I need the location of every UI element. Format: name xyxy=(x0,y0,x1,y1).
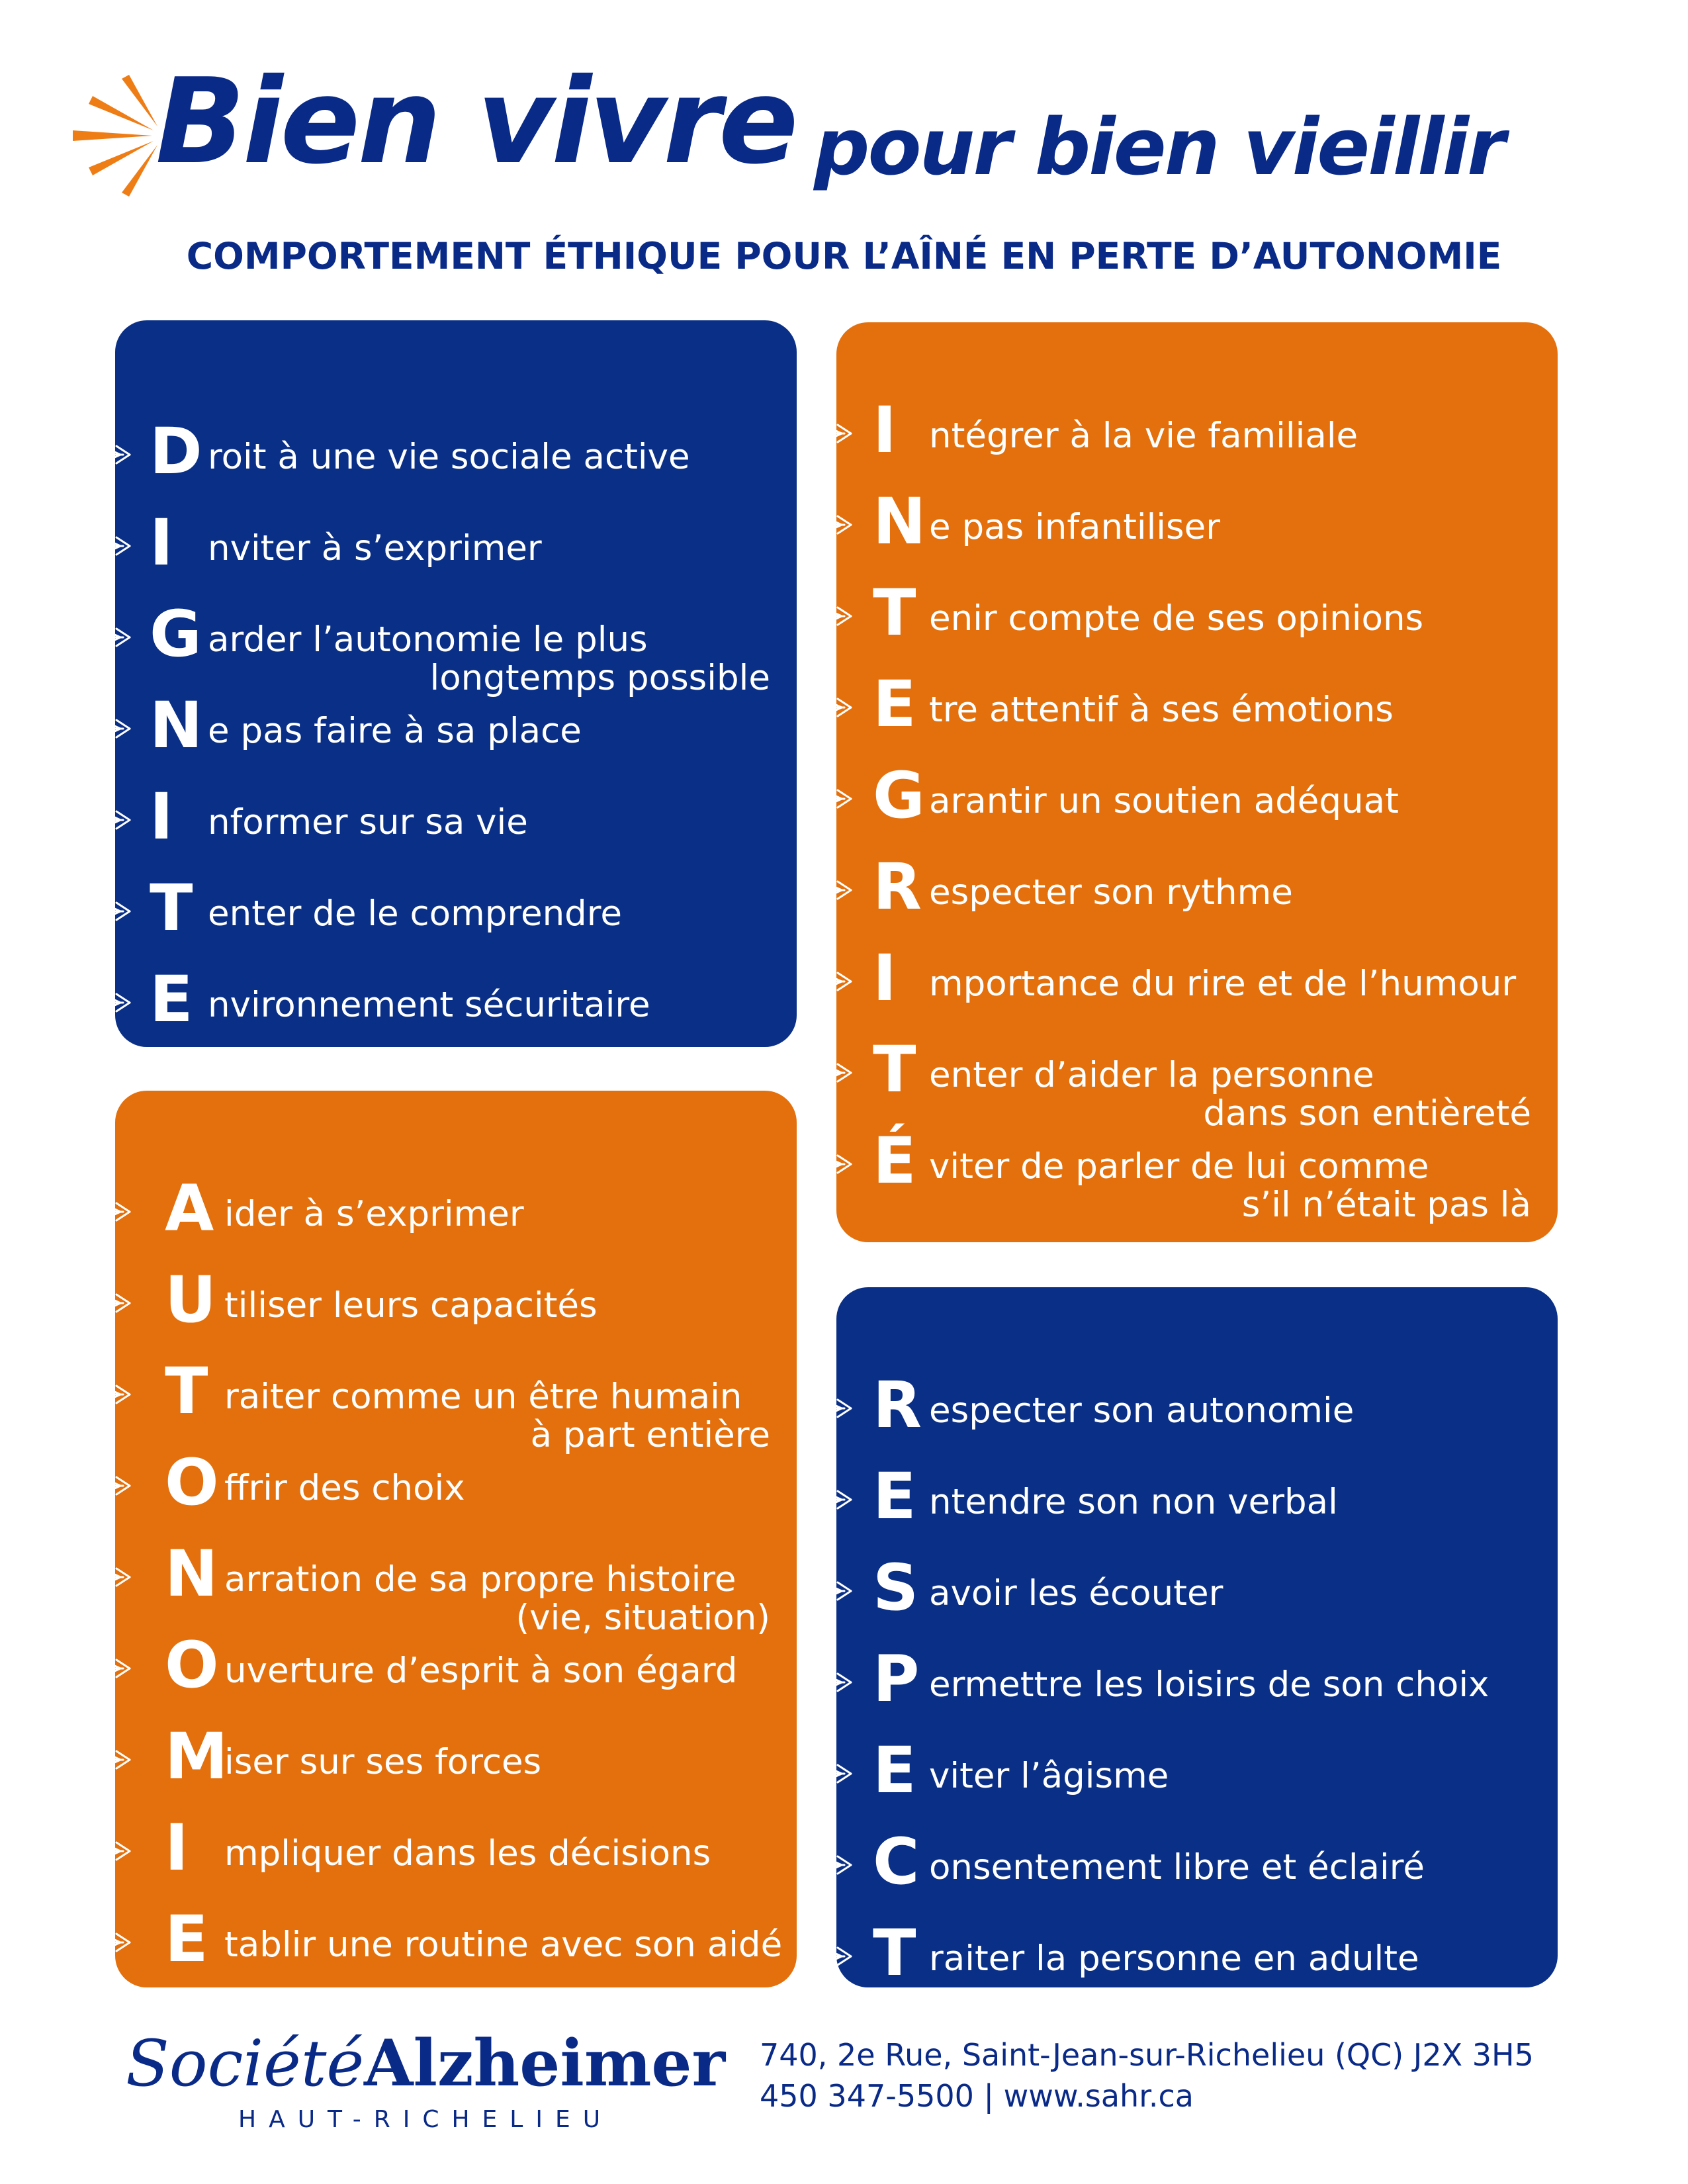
chevron-right-icon xyxy=(824,969,855,994)
respect-initial-letter: P xyxy=(873,1642,920,1716)
autonomie-initial-letter: U xyxy=(165,1263,216,1337)
integrite-initial-letter: R xyxy=(873,850,922,924)
integrite-entry-text: enter d’aider la personne xyxy=(929,1055,1374,1095)
chevron-right-icon xyxy=(824,1396,855,1421)
chevron-right-icon xyxy=(824,512,855,537)
integrite-initial-letter: T xyxy=(873,576,916,650)
autonomie-initial-letter: A xyxy=(165,1171,214,1246)
logo-societe: Société xyxy=(126,2026,365,2101)
chevron-right-icon xyxy=(103,1565,134,1590)
respect-entry-text: avoir les écouter xyxy=(929,1573,1223,1614)
integrite-entry-text: tre attentif à ses émotions xyxy=(929,690,1394,730)
autonomie-initial-letter: T xyxy=(165,1354,208,1428)
respect-entry-text: onsentement libre et éclairé xyxy=(929,1847,1425,1888)
chevron-right-icon xyxy=(103,1656,134,1681)
respect-initial-letter: C xyxy=(873,1825,920,1899)
respect-entry-text: especter son autonomie xyxy=(929,1390,1355,1431)
autonomie-entry-text: raiter comme un être humain xyxy=(224,1377,742,1417)
title-main: Bien vivre xyxy=(155,53,796,190)
dignite-initial-letter: D xyxy=(150,414,202,488)
respect-initial-letter: R xyxy=(873,1368,922,1442)
chevron-right-icon xyxy=(103,442,134,467)
integrite-initial-letter: E xyxy=(873,667,916,741)
integrite-initial-letter: É xyxy=(873,1124,916,1198)
dignite-initial-letter: G xyxy=(150,597,202,671)
integrite-initial-letter: T xyxy=(873,1032,916,1107)
autonomie-initial-letter: O xyxy=(165,1628,219,1702)
chevron-right-icon xyxy=(103,1473,134,1498)
autonomie-entry-continuation: à part entière xyxy=(530,1415,770,1455)
autonomie-entry-text: ider à s’exprimer xyxy=(224,1194,524,1234)
subtitle: COMPORTEMENT ÉTHIQUE POUR L’AÎNÉ EN PERTE D’AUTONOMIE xyxy=(186,235,1502,277)
chevron-right-icon xyxy=(103,1747,134,1772)
autonomie-entry-text: mpliquer dans les décisions xyxy=(224,1833,711,1874)
chevron-right-icon xyxy=(103,716,134,741)
dignite-initial-letter: N xyxy=(150,688,203,762)
integrite-entry-text: arantir un soutien adéquat xyxy=(929,781,1399,821)
respect-entry-text: ermettre les loisirs de son choix xyxy=(929,1664,1489,1705)
chevron-right-icon xyxy=(824,1578,855,1604)
autonomie-entry-text: uverture d’esprit à son égard xyxy=(224,1651,738,1691)
chevron-right-icon xyxy=(824,786,855,811)
integrite-initial-letter: I xyxy=(873,941,897,1015)
chevron-right-icon xyxy=(103,899,134,924)
autonomie-initial-letter: M xyxy=(165,1719,228,1794)
autonomie-initial-letter: E xyxy=(165,1902,208,1976)
autonomie-initial-letter: O xyxy=(165,1445,219,1520)
chevron-right-icon xyxy=(824,1152,855,1177)
autonomie-entry-text: tiliser leurs capacités xyxy=(224,1285,598,1326)
logo-region: HAUT-RICHELIEU xyxy=(238,2106,613,2133)
integrite-box xyxy=(836,322,1558,1242)
respect-entry-text: raiter la personne en adulte xyxy=(929,1938,1419,1979)
integrite-initial-letter: I xyxy=(873,393,897,467)
chevron-right-icon xyxy=(103,990,134,1015)
dignite-initial-letter: T xyxy=(150,871,193,945)
dignite-entry-text: nformer sur sa vie xyxy=(208,802,528,842)
integrite-entry-continuation: dans son entièreté xyxy=(1203,1093,1531,1134)
chevron-right-icon xyxy=(824,421,855,446)
dignite-entry-text: e pas faire à sa place xyxy=(208,711,582,751)
dignite-entry-text: roit à une vie sociale active xyxy=(208,437,690,477)
integrite-entry-text: viter de parler de lui comme xyxy=(929,1146,1429,1187)
respect-initial-letter: S xyxy=(873,1551,919,1625)
chevron-right-icon xyxy=(103,1930,134,1955)
integrite-entry-text: enir compte de ses opinions xyxy=(929,598,1424,639)
autonomie-initial-letter: I xyxy=(165,1811,189,1885)
integrite-entries xyxy=(836,322,1558,1242)
integrite-entry-continuation: s’il n’était pas là xyxy=(1241,1185,1531,1225)
dignite-initial-letter: I xyxy=(150,780,173,854)
respect-initial-letter: E xyxy=(873,1459,916,1533)
integrite-entry-text: ntégrer à la vie familiale xyxy=(929,416,1358,456)
respect-entry-text: viter l’âgisme xyxy=(929,1756,1169,1796)
chevron-right-icon xyxy=(103,625,134,650)
chevron-right-icon xyxy=(103,1382,134,1407)
dignite-entry-text: enter de le comprendre xyxy=(208,893,623,934)
autonomie-entry-text: iser sur ses forces xyxy=(224,1742,542,1782)
dignite-initial-letter: E xyxy=(150,962,193,1036)
footer-contact: 450 347-5500 | www.sahr.ca xyxy=(760,2078,1194,2114)
chevron-right-icon xyxy=(103,1839,134,1864)
autonomie-entries xyxy=(115,1091,797,1987)
dignite-box xyxy=(115,320,797,1047)
respect-entry-text: ntendre son non verbal xyxy=(929,1482,1338,1522)
chevron-right-icon xyxy=(824,878,855,903)
autonomie-box xyxy=(115,1091,797,1987)
chevron-right-icon xyxy=(824,695,855,720)
title-block xyxy=(66,53,1621,195)
integrite-initial-letter: G xyxy=(873,758,925,833)
dignite-entry-text: nviter à s’exprimer xyxy=(208,528,542,569)
dignite-initial-letter: I xyxy=(150,506,173,580)
respect-initial-letter: E xyxy=(873,1733,916,1807)
chevron-right-icon xyxy=(824,1761,855,1786)
chevron-right-icon xyxy=(824,1487,855,1512)
respect-entries xyxy=(836,1287,1558,1990)
chevron-right-icon xyxy=(103,1291,134,1316)
respect-box xyxy=(836,1287,1558,1990)
title-rest: pour bien vieillir xyxy=(814,101,1504,193)
integrite-initial-letter: N xyxy=(873,484,926,559)
logo-alzheimer: Alzheimer xyxy=(364,2026,726,2101)
chevron-right-icon xyxy=(824,1670,855,1695)
autonomie-entry-text: ffrir des choix xyxy=(224,1468,465,1508)
autonomie-entry-text: tablir une routine avec son aidé xyxy=(224,1925,783,1965)
footer-address: 740, 2e Rue, Saint-Jean-sur-Richelieu (QC) J2X 3H5 xyxy=(760,2037,1534,2073)
chevron-right-icon xyxy=(824,1060,855,1085)
respect-initial-letter: T xyxy=(873,1916,916,1990)
chevron-right-icon xyxy=(824,604,855,629)
chevron-right-icon xyxy=(103,807,134,833)
dignite-entries xyxy=(115,320,797,1047)
dignite-entry-continuation: longtemps possible xyxy=(429,658,770,698)
autonomie-entry-text: arration de sa propre histoire xyxy=(224,1559,736,1600)
chevron-right-icon xyxy=(103,533,134,559)
integrite-entry-text: e pas infantiliser xyxy=(929,507,1221,547)
autonomie-entry-continuation: (vie, situation) xyxy=(515,1598,770,1638)
integrite-entry-text: especter son rythme xyxy=(929,872,1293,913)
autonomie-initial-letter: N xyxy=(165,1537,218,1611)
dignite-entry-text: arder l’autonomie le plus xyxy=(208,619,648,660)
chevron-right-icon xyxy=(824,1944,855,1969)
dignite-entry-text: nvironnement sécuritaire xyxy=(208,985,650,1025)
chevron-right-icon xyxy=(824,1852,855,1878)
integrite-entry-text: mportance du rire et de l’humour xyxy=(929,964,1517,1004)
chevron-right-icon xyxy=(103,1199,134,1224)
